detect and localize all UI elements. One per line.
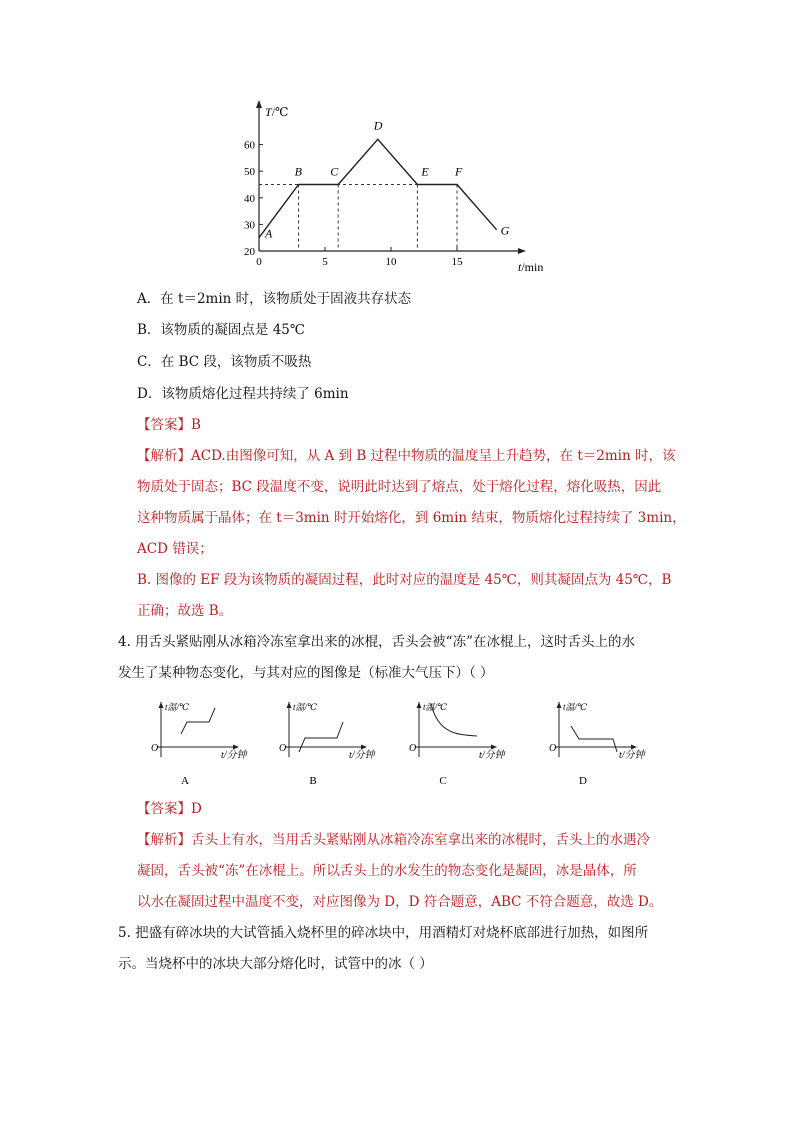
q3-analysis-line-2: 物质处于固态；BC 段温度不变，说明此时达到了熔点，处于熔化过程，熔化吸热，因此: [137, 479, 662, 495]
mini-origin-label: O: [151, 743, 159, 754]
y-tick-label: 20: [244, 246, 255, 258]
point-label: D: [373, 118, 383, 133]
mini-curve: [571, 726, 617, 752]
x-tick-label: 10: [385, 256, 397, 268]
mini-x-arrow: [361, 745, 367, 750]
x-axis-arrow: [518, 248, 526, 254]
mini-y-label: t温/℃: [165, 702, 190, 712]
q3-analysis-b-line-1: B. 图像的 EF 段为该物质的凝固过程，此时对应的温度是 45℃，则其凝固点为 45℃，B: [137, 572, 672, 588]
q3-option-c: C．在 BC 段，该物质不吸热: [137, 354, 312, 370]
mini-y-arrow: [417, 702, 422, 708]
analysis-text: 舌头上有水，当用舌头紧贴刚从冰箱冷冻室拿出来的冰棍时，舌头上的水遇冷: [191, 832, 650, 848]
mini-y-arrow: [159, 702, 164, 708]
q4-stem-line-1: 4. 用舌头紧贴刚从冰箱冷冻室拿出来的冰棍，舌头会被“冻”在冰棍上，这时舌头上的水: [118, 634, 635, 650]
mini-chart-D: [549, 702, 647, 787]
mini-y-label: t温/℃: [293, 702, 318, 712]
analysis-text: ACD.由图像可知，从 A 到 B 过程中物质的温度呈上升趋势，在 t＝2min 时，该: [191, 448, 676, 464]
y-tick-label: 60: [244, 139, 255, 152]
q5-stem-line-2: 示。当烧杯中的冰块大部分熔化时，试管中的冰（ ）: [118, 956, 433, 972]
q3-analysis-line-4: ACD 错误；: [137, 541, 213, 557]
mini-origin-label: O: [549, 743, 557, 754]
q4-analysis-line-2: 凝固，舌头被“冻”在冰棍上。所以舌头上的水发生的物态变化是凝固，冰是晶体，所: [137, 863, 637, 879]
temperature-time-chart: [236, 96, 566, 278]
point-label: F: [455, 164, 463, 179]
y-axis-label: [265, 105, 288, 119]
q3-analysis-line-1: [137, 446, 675, 466]
mini-x-label: t/分钟: [479, 750, 505, 761]
mini-chart-C: [409, 702, 507, 787]
mini-x-arrow: [631, 745, 637, 750]
y-axis-label-var: T: [265, 105, 272, 119]
answer-tag: 【答案】: [137, 417, 191, 433]
x-axis-label-var: t: [518, 260, 522, 274]
q5-stem-line-1: 5. 把盛有碎冰块的大试管插入烧杯里的碎冰块中，用酒精灯对烧杯底部进行加热，如图所: [118, 925, 649, 941]
q3-analysis-b-line-2: 正确；故选 B。: [137, 603, 233, 619]
analysis-tag: 【解析】: [137, 448, 191, 464]
y-tick-label: 50: [244, 166, 255, 179]
q4-analysis-line-3: 以水在凝固过程中温度不变，对应图像为 D，D 符合题意，ABC 不符合题意，故选 D。: [137, 894, 663, 910]
q3-answer: [137, 415, 201, 435]
mini-chart-A: [151, 702, 249, 787]
q3-option-b: B．该物质的凝固点是 45℃: [137, 322, 305, 338]
q3-analysis-line-3: 这种物质属于晶体；在 t＝3min 时开始熔化，到 6min 结束，物质熔化过程持续了 3min，: [137, 510, 686, 526]
mini-origin-label: O: [279, 743, 287, 754]
mini-option-label: A: [181, 775, 189, 787]
mini-x-label: t/分钟: [221, 750, 247, 761]
point-label: G: [500, 223, 510, 238]
answer-value: B: [191, 417, 201, 433]
temperature-curve: [259, 139, 497, 237]
answer-value: D: [191, 801, 202, 817]
mini-y-arrow: [557, 702, 562, 708]
y-axis-arrow: [256, 100, 262, 108]
mini-y-arrow: [287, 702, 292, 708]
q4-answer: [137, 799, 202, 819]
mini-y-label: t温/℃: [563, 702, 588, 712]
mini-option-label: B: [309, 775, 317, 787]
mini-x-label: t/分钟: [619, 750, 645, 761]
x-axis-label-unit: /min: [521, 260, 544, 274]
mini-option-label: D: [579, 775, 587, 787]
q3-option-a: A．在 t＝2min 时，该物质处于固液共存状态: [137, 291, 412, 307]
y-tick-label: 40: [244, 192, 255, 205]
x-tick-label: 0: [256, 256, 262, 268]
q4-option-graphs: [135, 692, 695, 792]
mini-x-arrow: [491, 745, 497, 750]
mini-option-label: C: [439, 775, 447, 787]
mini-x-arrow: [233, 745, 239, 750]
x-tick-label: 5: [322, 256, 328, 268]
point-label: C: [330, 164, 339, 179]
y-axis-label-unit: /℃: [271, 105, 289, 119]
x-axis-label: [518, 260, 543, 274]
point-label: E: [421, 164, 429, 179]
x-tick-label: 15: [451, 256, 463, 268]
q4-stem-line-2: 发生了某种物态变化，与其对应的图像是（标准大气压下）（ ）: [118, 665, 494, 681]
point-label: A: [265, 226, 273, 241]
point-label: B: [294, 164, 302, 179]
analysis-tag: 【解析】: [137, 832, 191, 848]
q4-analysis-line-1: [137, 830, 650, 850]
q3-option-d: D．该物质熔化过程共持续了 6min: [137, 386, 349, 402]
mini-chart-B: [279, 702, 377, 787]
answer-tag: 【答案】: [137, 801, 191, 817]
mini-x-label: t/分钟: [349, 750, 375, 761]
mini-origin-label: O: [409, 743, 417, 754]
mini-y-label: t温/℃: [423, 702, 448, 712]
y-tick-label: 30: [244, 219, 255, 232]
